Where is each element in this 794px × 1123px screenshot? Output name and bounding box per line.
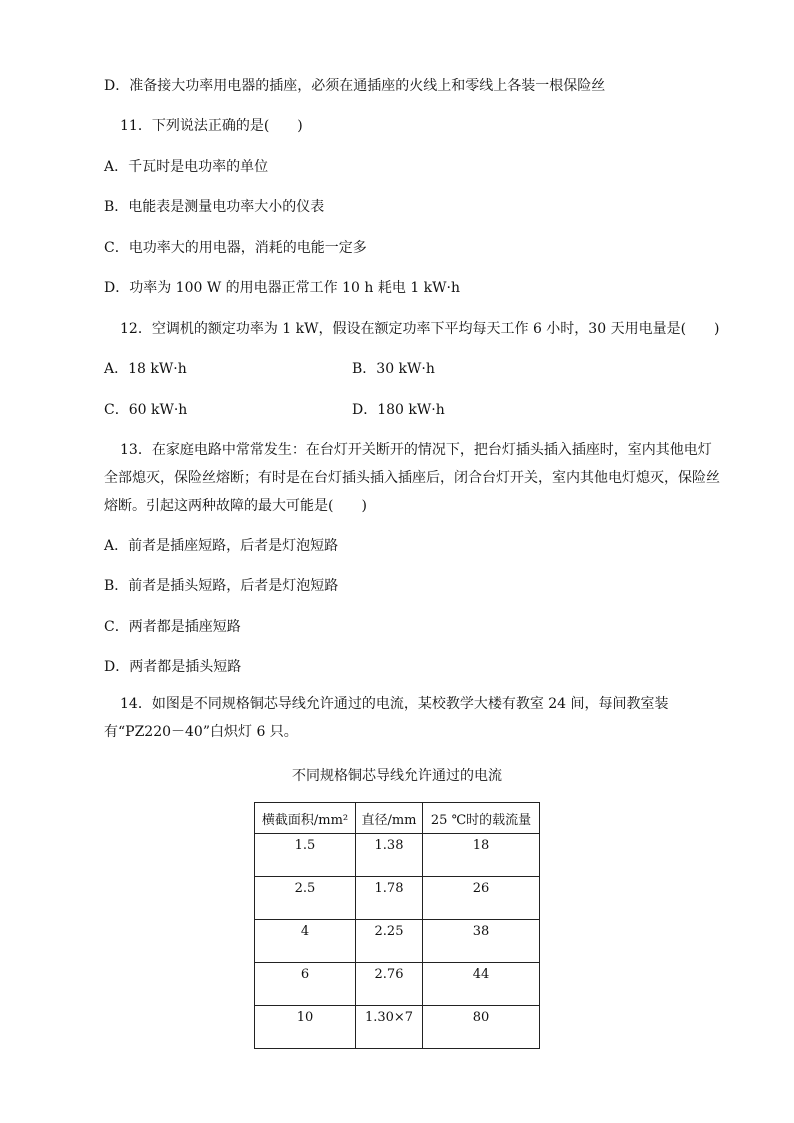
cell-area: 6 [255, 963, 356, 1006]
option-q12-d: D．180 kW·h [352, 402, 445, 418]
option-q12-b: B．30 kW·h [352, 361, 435, 377]
cell-ampacity: 80 [423, 1006, 540, 1049]
cell-area: 4 [255, 920, 356, 963]
cell-ampacity: 44 [423, 963, 540, 1006]
table-row [255, 834, 540, 877]
header-ampacity: 25 ℃时的载流量 [423, 803, 540, 834]
question-12-stem: 12．空调机的额定功率为 1 kW，假设在额定功率下平均每天工作 6 小时，30 天用电量是( ) [120, 321, 720, 337]
table-row [255, 1006, 540, 1049]
cell-ampacity: 18 [423, 834, 540, 877]
header-diameter: 直径/mm [356, 803, 423, 834]
option-q13-d: D．两者都是插头短路 [104, 659, 242, 675]
cell-diameter: 1.30×7 [356, 1006, 423, 1049]
wire-current-table [254, 802, 540, 1049]
question-14-stem: 14．如图是不同规格铜芯导线允许通过的电流，某校教学大楼有教室 24 间，每间教室装有“PZ220－40”白炽灯 6 只。 [104, 696, 669, 740]
option-q10-d: D．准备接大功率用电器的插座，必须在通插座的火线上和零线上各装一根保险丝 [104, 78, 606, 94]
option-q11-b: B．电能表是测量电功率大小的仪表 [104, 199, 325, 215]
cell-diameter: 2.76 [356, 963, 423, 1006]
cell-area: 2.5 [255, 877, 356, 920]
option-q13-c: C．两者都是插座短路 [104, 619, 241, 635]
table-row [255, 877, 540, 920]
cell-ampacity: 26 [423, 877, 540, 920]
question-11-stem: 11．下列说法正确的是( ) [120, 118, 303, 134]
option-q13-b: B．前者是插头短路，后者是灯泡短路 [104, 578, 339, 594]
cell-diameter: 1.38 [356, 834, 423, 877]
table-caption: 不同规格铜芯导线允许通过的电流 [292, 768, 502, 784]
header-cross-section: 横截面积/mm² [255, 803, 356, 834]
cell-ampacity: 38 [423, 920, 540, 963]
option-q11-d: D．功率为 100 W 的用电器正常工作 10 h 耗电 1 kW·h [104, 280, 461, 296]
table-header-row [255, 803, 540, 834]
option-q11-a: A．千瓦时是电功率的单位 [104, 159, 269, 175]
cell-area: 1.5 [255, 834, 356, 877]
cell-area: 10 [255, 1006, 356, 1049]
option-q12-a: A．18 kW·h [104, 361, 187, 377]
option-q12-c: C．60 kW·h [104, 402, 188, 418]
table-row [255, 963, 540, 1006]
question-13-stem: 13．在家庭电路中常常发生：在台灯开关断开的情况下，把台灯插头插入插座时，室内其他电灯全部熄灭，保险丝熔断；有时是在台灯插头插入插座后，闭合台灯开关，室内其他电灯熄灭，保险丝熔断。引起这两种故障的最大可能是( ) [104, 442, 720, 514]
cell-diameter: 2.25 [356, 920, 423, 963]
table-row [255, 920, 540, 963]
option-q11-c: C．电功率大的用电器，消耗的电能一定多 [104, 240, 367, 256]
option-q13-a: A．前者是插座短路，后者是灯泡短路 [104, 538, 339, 554]
cell-diameter: 1.78 [356, 877, 423, 920]
